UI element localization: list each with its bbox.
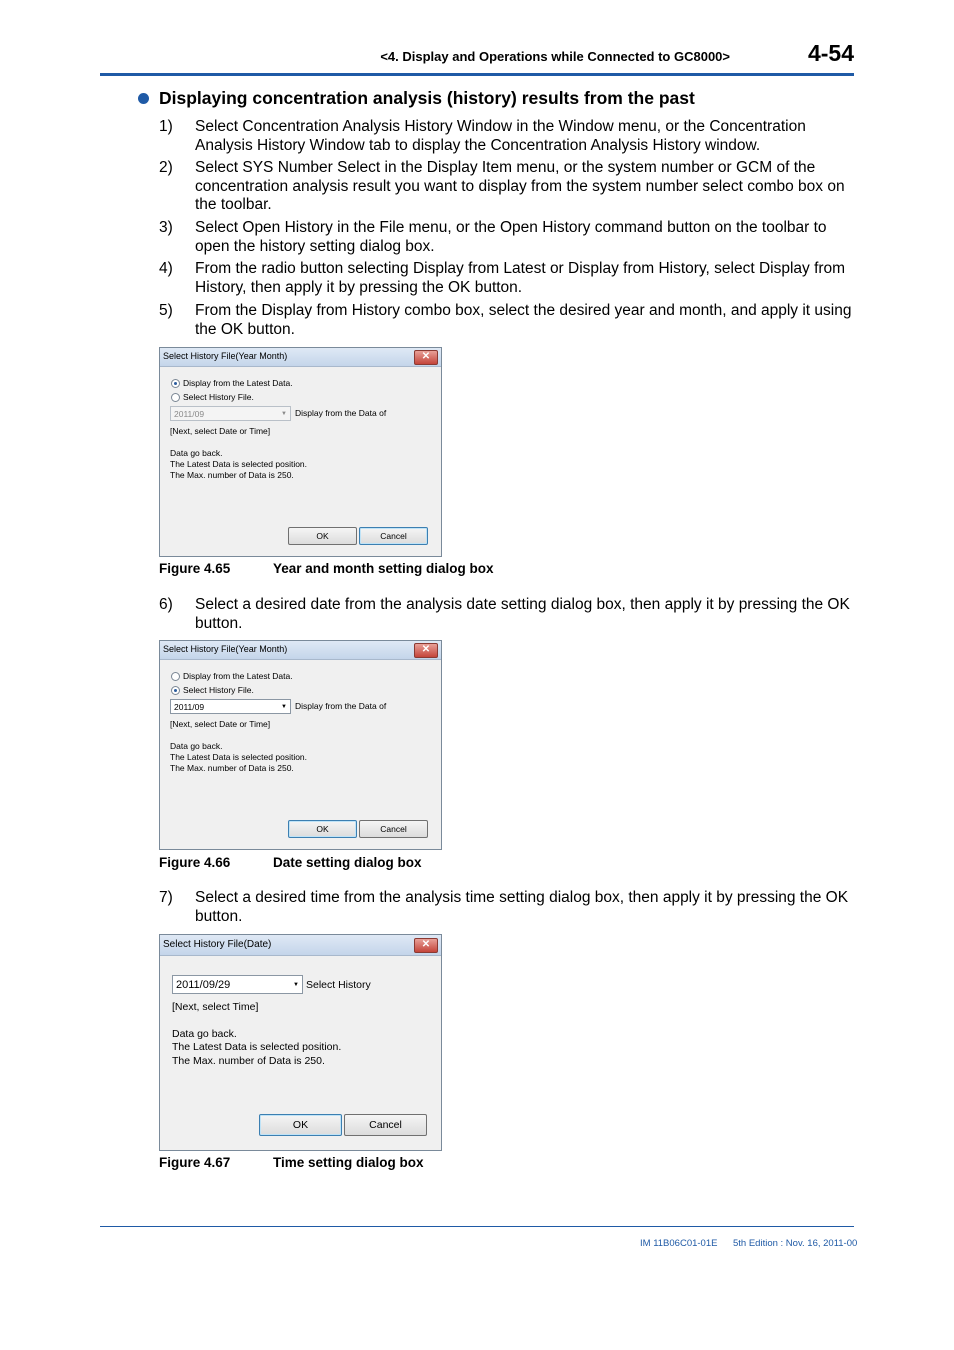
info-line-2: The Latest Data is selected position. bbox=[170, 752, 308, 762]
next-note: [Next, select Date or Time] bbox=[170, 719, 271, 729]
info-line-1: Data go back. bbox=[170, 741, 223, 751]
info-line-1: Data go back. bbox=[170, 448, 223, 458]
cancel-button[interactable]: Cancel bbox=[344, 1114, 427, 1136]
info-line-3: The Max. number of Data is 250. bbox=[172, 1055, 325, 1067]
document-id: IM 11B06C01-01E bbox=[640, 1238, 718, 1249]
combo-label: Display from the Data of bbox=[295, 408, 387, 418]
page-number: 4-54 bbox=[807, 40, 854, 66]
radio-latest[interactable] bbox=[171, 379, 180, 388]
step-number: 3) bbox=[159, 219, 173, 236]
dialog-title-bar bbox=[160, 935, 441, 956]
cancel-button[interactable]: Cancel bbox=[359, 820, 428, 838]
ok-button[interactable]: OK bbox=[288, 527, 357, 545]
step-number: 2) bbox=[159, 159, 173, 176]
year-month-combo[interactable] bbox=[170, 406, 291, 421]
step-number: 6) bbox=[159, 596, 173, 613]
combo-value: 2011/09/29 bbox=[176, 979, 231, 991]
footer-rule bbox=[100, 1226, 854, 1227]
running-header: <4. Display and Operations while Connected to GC8000> bbox=[380, 49, 730, 64]
dialog-title-bar bbox=[160, 641, 441, 660]
info-line-3: The Max. number of Data is 250. bbox=[170, 470, 294, 480]
info-line-1: Data go back. bbox=[172, 1028, 237, 1040]
close-icon[interactable]: ✕ bbox=[414, 350, 438, 365]
step-text: From the Display from History combo box, select the desired year and month, and apply it using the OK button. bbox=[195, 302, 852, 338]
step-text: Select a desired time from the analysis time setting dialog box, then apply it by pressing the OK button. bbox=[195, 889, 849, 925]
combo-value: 2011/09 bbox=[174, 409, 205, 419]
figure-caption: Year and month setting dialog box bbox=[273, 561, 494, 576]
date-dialog bbox=[159, 640, 442, 850]
next-note: [Next, select Time] bbox=[172, 1001, 259, 1013]
info-line-3: The Max. number of Data is 250. bbox=[170, 763, 294, 773]
chevron-down-icon: ▼ bbox=[281, 411, 287, 417]
figure-number: Figure 4.66 bbox=[159, 855, 231, 870]
radio-history-label: Select History File. bbox=[183, 685, 254, 695]
section-title: Displaying concentration analysis (history) results from the past bbox=[159, 88, 695, 108]
chevron-down-icon: ▼ bbox=[293, 982, 299, 988]
ok-button[interactable]: OK bbox=[288, 820, 357, 838]
bullet-icon bbox=[138, 93, 149, 104]
ok-button[interactable]: OK bbox=[259, 1114, 342, 1136]
step-text: Select a desired date from the analysis date setting dialog box, then apply it by pressing the OK button. bbox=[195, 596, 850, 632]
dialog-title: Select History File(Date) bbox=[163, 939, 272, 950]
year-month-combo[interactable] bbox=[170, 699, 291, 714]
step-number: 1) bbox=[159, 118, 173, 135]
step-number: 5) bbox=[159, 302, 173, 319]
step-text: Select Open History in the File menu, or the Open History command button on the toolbar to open the history setting dialog box. bbox=[195, 219, 827, 255]
combo-value: 2011/09 bbox=[174, 702, 205, 712]
figure-number: Figure 4.65 bbox=[159, 561, 231, 576]
radio-latest[interactable] bbox=[171, 672, 180, 681]
info-line-2: The Latest Data is selected position. bbox=[170, 459, 308, 469]
radio-history-label: Select History File. bbox=[183, 392, 254, 402]
step-number: 4) bbox=[159, 260, 173, 277]
step-text: Select Concentration Analysis History Window in the Window menu, or the Concentration Analysis History Window tab to display the Concentration Analysis History window. bbox=[195, 118, 806, 154]
header-rule bbox=[100, 73, 854, 76]
radio-history[interactable] bbox=[171, 393, 180, 402]
step-text: From the radio button selecting Display from Latest or Display from History, select Display from History, then apply it by pressing the OK button. bbox=[195, 260, 846, 296]
figure-caption: Date setting dialog box bbox=[273, 855, 422, 870]
date-combo[interactable] bbox=[172, 975, 303, 994]
close-icon[interactable]: ✕ bbox=[414, 938, 438, 953]
radio-history[interactable] bbox=[171, 686, 180, 695]
combo-label: Select History bbox=[306, 979, 371, 991]
dialog-title: Select History File(Year Month) bbox=[163, 644, 288, 654]
year-month-dialog bbox=[159, 347, 442, 557]
dialog-title-bar bbox=[160, 348, 441, 367]
radio-latest-label: Display from the Latest Data. bbox=[183, 378, 293, 388]
figure-number: Figure 4.67 bbox=[159, 1155, 231, 1170]
info-line-2: The Latest Data is selected position. bbox=[172, 1041, 342, 1053]
combo-label: Display from the Data of bbox=[295, 701, 387, 711]
next-note: [Next, select Date or Time] bbox=[170, 426, 271, 436]
time-dialog bbox=[159, 934, 442, 1151]
radio-latest-label: Display from the Latest Data. bbox=[183, 671, 293, 681]
step-text: Select SYS Number Select in the Display Item menu, or the system number or GCM of the concentration analysis result you want to display from the system number select combo box on the toolbar. bbox=[195, 159, 845, 213]
edition-info: 5th Edition : Nov. 16, 2011-00 bbox=[733, 1238, 858, 1249]
chevron-down-icon: ▼ bbox=[281, 704, 287, 710]
dialog-title: Select History File(Year Month) bbox=[163, 351, 288, 361]
cancel-button[interactable]: Cancel bbox=[359, 527, 428, 545]
step-number: 7) bbox=[159, 889, 173, 906]
close-icon[interactable]: ✕ bbox=[414, 643, 438, 658]
figure-caption: Time setting dialog box bbox=[273, 1155, 424, 1170]
